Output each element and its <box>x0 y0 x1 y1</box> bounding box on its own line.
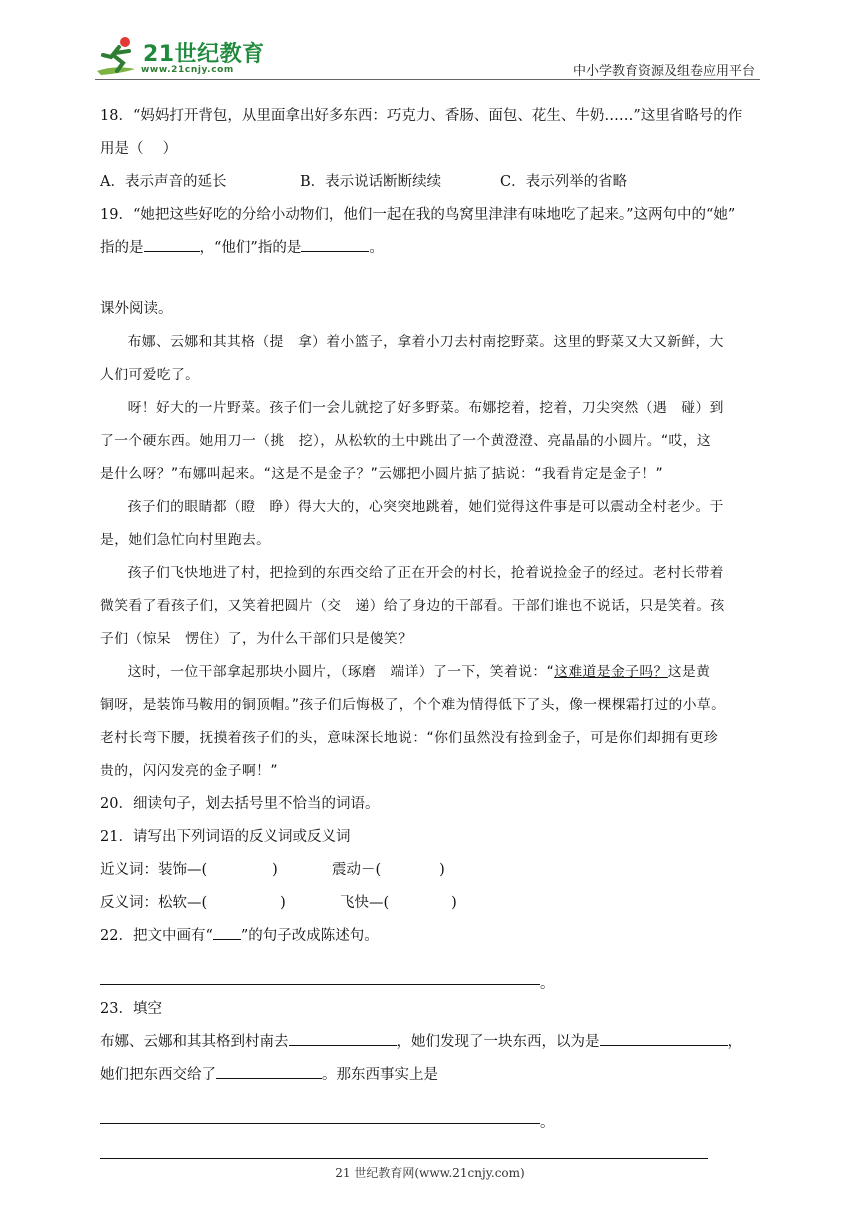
passage-line: 布娜、云娜和其其格（提 拿）着小篮子，拿着小刀去村南挖野菜。这里的野菜又大又新鲜，大 <box>127 334 724 350</box>
underlined-sentence: 这难道是金子吗？ <box>554 664 668 680</box>
reading-passage <box>100 326 760 788</box>
q18-line-2: 用是（ ） <box>100 141 178 157</box>
q21-ant2-label: 飞快—( <box>340 895 390 911</box>
passage-text: 这是黄 <box>667 664 711 680</box>
q21-ant2-close: ) <box>451 895 457 911</box>
q22-text-b: ”的句子改成陈述句。 <box>240 928 379 944</box>
passage-line: 孩子们的眼睛都（瞪 睁）得大大的，心突突地跳着，她们觉得这件事是可以震动全村老少。于 <box>127 499 724 515</box>
q23-text: 她们把东西交给了 <box>100 1067 216 1083</box>
q23-blank-1 <box>289 1029 397 1046</box>
q21-ant-item <box>100 887 290 920</box>
passage-line: 子们（惊呆 愣住）了，为什么干部们只是傻笑？ <box>100 631 413 647</box>
q19-text-b: ，“他们”指的是 <box>199 240 302 256</box>
passage-text: 这时，一位干部拿起那块小圆片，（琢磨 端详）了一下，笑着说：“ <box>127 664 555 680</box>
q23-text: ，她们发现了一块东西，以为是 <box>396 1034 600 1050</box>
q19-text-a: 指的是 <box>100 240 144 256</box>
q19-text-c: 。 <box>369 240 384 256</box>
q23-blank-2 <box>600 1029 728 1046</box>
passage-line <box>100 656 760 689</box>
logo-text: 21世纪教育 <box>143 42 265 67</box>
page-footer: 21 世纪教育网(www.21cnjy.com) <box>335 1166 525 1180</box>
q21-syn-close: ) <box>272 862 278 878</box>
header-tagline: 中小学教育资源及组卷应用平台 <box>572 64 755 79</box>
passage-line: 呀！好大的一片野菜。孩子们一会儿就挖了好多野菜。布娜挖着，挖着，刀尖突然（遇 碰）到 <box>127 400 724 416</box>
q23-text: ， <box>727 1034 742 1050</box>
q23-text: 布娜、云娜和其其格到村南去 <box>100 1034 289 1050</box>
page-header <box>95 30 760 80</box>
q21-syn-label: 近义词：装饰—( <box>100 862 208 878</box>
q23-end: 。 <box>540 1115 555 1131</box>
q23-line-2 <box>100 1059 760 1092</box>
q21-syn-item <box>100 854 282 887</box>
passage-line: 是什么呀？”布娜叫起来。“这是不是金子？”云娜把小圆片掂了掂说：“我看肯定是金子！” <box>100 466 664 482</box>
q21-ant2-item <box>340 887 457 920</box>
q21-syn2-label: 震动－( <box>332 862 382 878</box>
reading-heading: 课外阅读。 <box>100 301 173 317</box>
passage-line: 孩子们飞快地进了村，把捡到的东西交给了正在开会的村长，抢着说捡金子的经过。老村长带着 <box>127 565 724 581</box>
q23-blank-3 <box>216 1062 322 1079</box>
q21-ant-close: ) <box>280 895 286 911</box>
q18-line-1: 18．“妈妈打开背包，从里面拿出好多东西：巧克力、香肠、面包、花生、牛奶……”这里省略号的作 <box>100 108 743 124</box>
logo-url: www.21cnjy.com <box>141 65 234 75</box>
passage-line: 老村长弯下腰，抚摸着孩子们的头，意味深长地说：“你们虽然没有捡到金子，可是你们却拥有更珍 <box>100 730 719 746</box>
q18-options <box>100 166 760 199</box>
q23-answer-line <box>100 1092 760 1132</box>
q21-syn2-item <box>332 854 445 887</box>
q21-ant-label: 反义词：松软—( <box>100 895 208 911</box>
q18-option-a: A．表示声音的延长 <box>100 174 227 190</box>
header-divider <box>95 79 760 80</box>
q22-underline-sample <box>213 923 241 940</box>
q21-synonym-row <box>100 854 760 887</box>
q23-line-1 <box>100 1026 760 1059</box>
q21-title: 21．请写出下列词语的反义词或反义词 <box>100 829 351 845</box>
q22 <box>100 920 760 953</box>
passage-line: 人们可爱吃了。 <box>100 367 200 383</box>
passage-line: 贵的，闪闪发亮的金子啊！” <box>100 763 278 779</box>
q22-text-a: 22．把文中画有“ <box>100 928 213 944</box>
answer-line <box>100 1122 540 1124</box>
passage-line: 了一个硬东西。她用刀一（挑 挖），从松软的土中跳出了一个黄澄澄、亮晶晶的小圆片。“哎，这 <box>100 433 712 449</box>
answer-line <box>100 983 540 985</box>
footer-divider <box>100 1158 708 1159</box>
logo <box>95 35 265 80</box>
q21-antonym-row <box>100 887 760 920</box>
q18-option-b: B．表示说话断断续续 <box>300 174 442 190</box>
q19-blank-2 <box>301 235 369 252</box>
q23-title: 23．填空 <box>100 1001 162 1017</box>
passage-line: 铜呀，是装饰马鞍用的铜顶帽。”孩子们后悔极了，个个难为情得低下了头，像一棵棵霜打过的小草。 <box>100 697 726 713</box>
passage-line: 微笑看了看孩子们，又笑着把圆片（交 递）给了身边的干部看。干部们谁也不说话，只是笑着。孩 <box>100 598 725 614</box>
document-body <box>100 100 760 1132</box>
q20: 20．细读句子，划去括号里不恰当的词语。 <box>100 796 380 812</box>
q19-blank-1 <box>144 235 200 252</box>
q22-answer-line <box>100 953 760 993</box>
q22-end: 。 <box>540 976 555 992</box>
q19-line-2 <box>100 232 760 265</box>
runner-logo-icon <box>95 35 143 79</box>
q23-text: 。那东西事实上是 <box>322 1067 438 1083</box>
q19-line-1: 19．“她把这些好吃的分给小动物们，他们一起在我的鸟窝里津津有味地吃了起来。”这两句中的“她” <box>100 207 736 223</box>
passage-line: 是，她们急忙向村里跑去。 <box>100 532 271 548</box>
q21-syn2-close: ) <box>439 862 445 878</box>
q18-option-c: C．表示列举的省略 <box>500 174 628 190</box>
